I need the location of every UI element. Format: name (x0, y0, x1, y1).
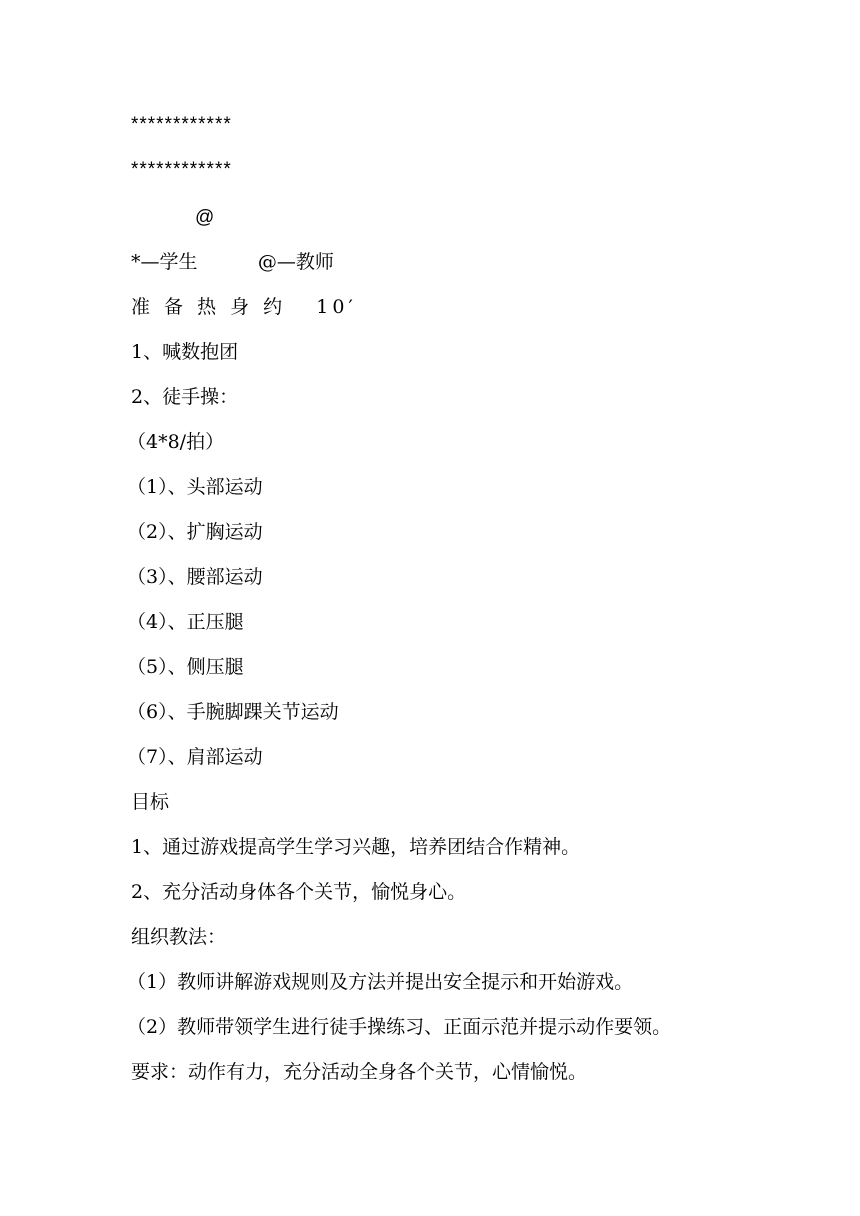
student-formation-row-1: ************ (131, 114, 232, 135)
exercise-item: （6）、手腕脚踝关节运动 (127, 701, 339, 723)
activity-item: 2、徒手操： (131, 386, 239, 408)
teacher-position-marker: @ (195, 207, 216, 228)
exercise-item: （7）、肩部运动 (127, 746, 263, 768)
activity-item: 1、喊数抱团 (131, 341, 239, 363)
formation-legend: *—学生 @—教师 (131, 251, 334, 273)
method-item: （1）教师讲解游戏规则及方法并提出安全提示和开始游戏。 (127, 971, 634, 993)
goal-item: 1、通过游戏提高学生学习兴趣，培养团结合作精神。 (131, 836, 581, 858)
exercise-item: （3）、腰部运动 (127, 566, 263, 588)
goal-item: 2、充分活动身体各个关节，愉悦身心。 (131, 881, 467, 903)
student-formation-row-2: ************ (131, 159, 232, 180)
method-item: （2）教师带领学生进行徒手操练习、正面示范并提示动作要领。 (127, 1016, 672, 1038)
warmup-heading: 准 备 热 身 约 10′ (131, 296, 357, 318)
method-heading: 组织教法： (131, 926, 227, 948)
requirement-text: 要求：动作有力，充分活动全身各个关节，心情愉悦。 (131, 1061, 588, 1083)
goals-heading: 目标 (131, 791, 170, 813)
exercise-item: （5）、侧压腿 (127, 656, 244, 678)
exercise-item: （1）、头部运动 (127, 476, 263, 498)
exercise-item: （4）、正压腿 (127, 611, 244, 633)
beat-note: （4*8/拍） (127, 431, 225, 453)
exercise-item: （2）、扩胸运动 (127, 521, 263, 543)
